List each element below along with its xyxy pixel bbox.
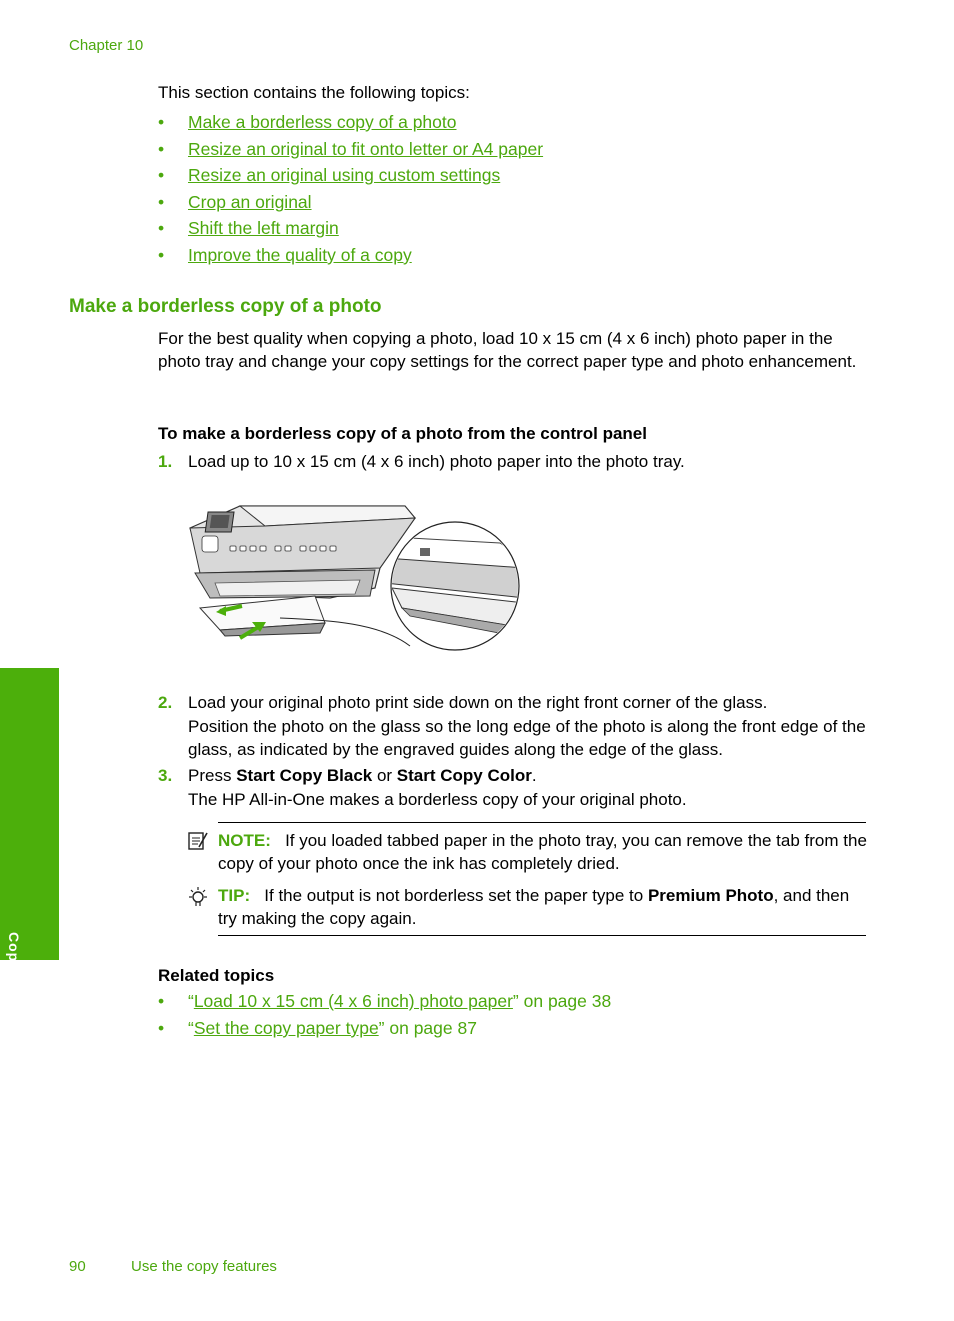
tip-text-pre: If the output is not borderless set the paper type to (264, 886, 648, 905)
intro-text: This section contains the following topics: (158, 83, 470, 102)
step-1 (158, 451, 868, 475)
side-tab-label: Copy (6, 932, 22, 971)
bullet-icon: • (158, 112, 165, 132)
topic-link[interactable]: Make a borderless copy of a photo (188, 112, 457, 132)
related-entry: “Set the copy paper type” on page 87 (188, 1018, 477, 1038)
related-topics-title: Related topics (158, 966, 275, 985)
side-tab (0, 668, 59, 960)
bullet-icon: • (158, 138, 165, 159)
step-detail: Position the photo on the glass so the long edge of the photo is along the front edge of the glass, as indicated by the engraved guides along the edge of the glass. (188, 717, 866, 759)
bullet-icon: • (158, 191, 165, 212)
step-detail: The HP All-in-One makes a borderless copy of your original photo. (188, 790, 687, 809)
note-text: If you loaded tabbed paper in the photo tray, you can remove the tab from the copy of your photo once the ink has completely dried. (218, 831, 867, 873)
topic-link[interactable]: Crop an original (188, 191, 312, 212)
start-copy-black-label: Start Copy Black (236, 766, 373, 785)
tip-block (218, 884, 868, 930)
topic-link[interactable]: Resize an original to fit onto letter or A4 paper (188, 138, 544, 159)
topic-link[interactable]: Resize an original using custom settings (188, 165, 501, 186)
premium-photo-label: Premium Photo (647, 886, 774, 905)
divider-top (218, 822, 866, 823)
bullet-icon: • (158, 991, 165, 1011)
start-copy-color-label: Start Copy Color (396, 766, 532, 785)
bullet-icon: • (158, 218, 165, 239)
step-text-pre: Press (188, 766, 237, 785)
step-3 (158, 765, 868, 813)
step-text-mid: or (372, 766, 397, 785)
footer-title: Use the copy features (131, 1258, 277, 1275)
related-link[interactable]: Set the copy paper type (193, 1018, 379, 1038)
related-entry: “Load 10 x 15 cm (4 x 6 inch) photo paper” on page 38 (188, 991, 612, 1011)
related-link[interactable]: Load 10 x 15 cm (4 x 6 inch) photo paper (193, 991, 513, 1011)
list-item (158, 1018, 858, 1045)
printer-illustration (180, 498, 525, 656)
page-number: 90 (69, 1258, 86, 1275)
step-number: 2. (158, 693, 173, 712)
bullet-icon: • (158, 165, 165, 186)
tip-text-post: , and then try making the copy again. (218, 886, 850, 928)
bullet-icon: • (158, 244, 165, 265)
note-label: NOTE: (218, 831, 271, 850)
related-suffix: ” on page 38 (512, 991, 612, 1011)
list-item (158, 991, 858, 1018)
chapter-label: Chapter 10 (69, 37, 144, 54)
bullet-icon: • (158, 1018, 165, 1038)
topic-link[interactable]: Improve the quality of a copy (188, 244, 412, 265)
topic-link[interactable]: Shift the left margin (188, 218, 339, 239)
step-text (188, 765, 868, 788)
tip-label: TIP: (218, 886, 251, 905)
procedure-title: To make a borderless copy of a photo from the control panel (158, 424, 647, 443)
step-text: Load your original photo print side down on the right front corner of the glass. (188, 693, 768, 712)
related-topics-list (158, 991, 858, 1045)
step-number: 3. (158, 766, 173, 785)
note-block (218, 829, 868, 875)
step-number: 1. (158, 452, 173, 471)
step-text: Load up to 10 x 15 cm (4 x 6 inch) photo paper into the photo tray. (188, 452, 685, 471)
note-icon (187, 830, 209, 852)
lightbulb-icon (187, 886, 209, 910)
section-paragraph: For the best quality when copying a photo, load 10 x 15 cm (4 x 6 inch) photo paper in the photo tray and change your copy settings for the correct paper type and photo enhancement. (158, 329, 857, 371)
related-suffix: ” on page 87 (378, 1018, 477, 1038)
divider-bottom (218, 935, 866, 936)
step-text-post: . (531, 766, 537, 785)
step-2 (158, 692, 868, 762)
section-heading: Make a borderless copy of a photo (69, 296, 382, 317)
